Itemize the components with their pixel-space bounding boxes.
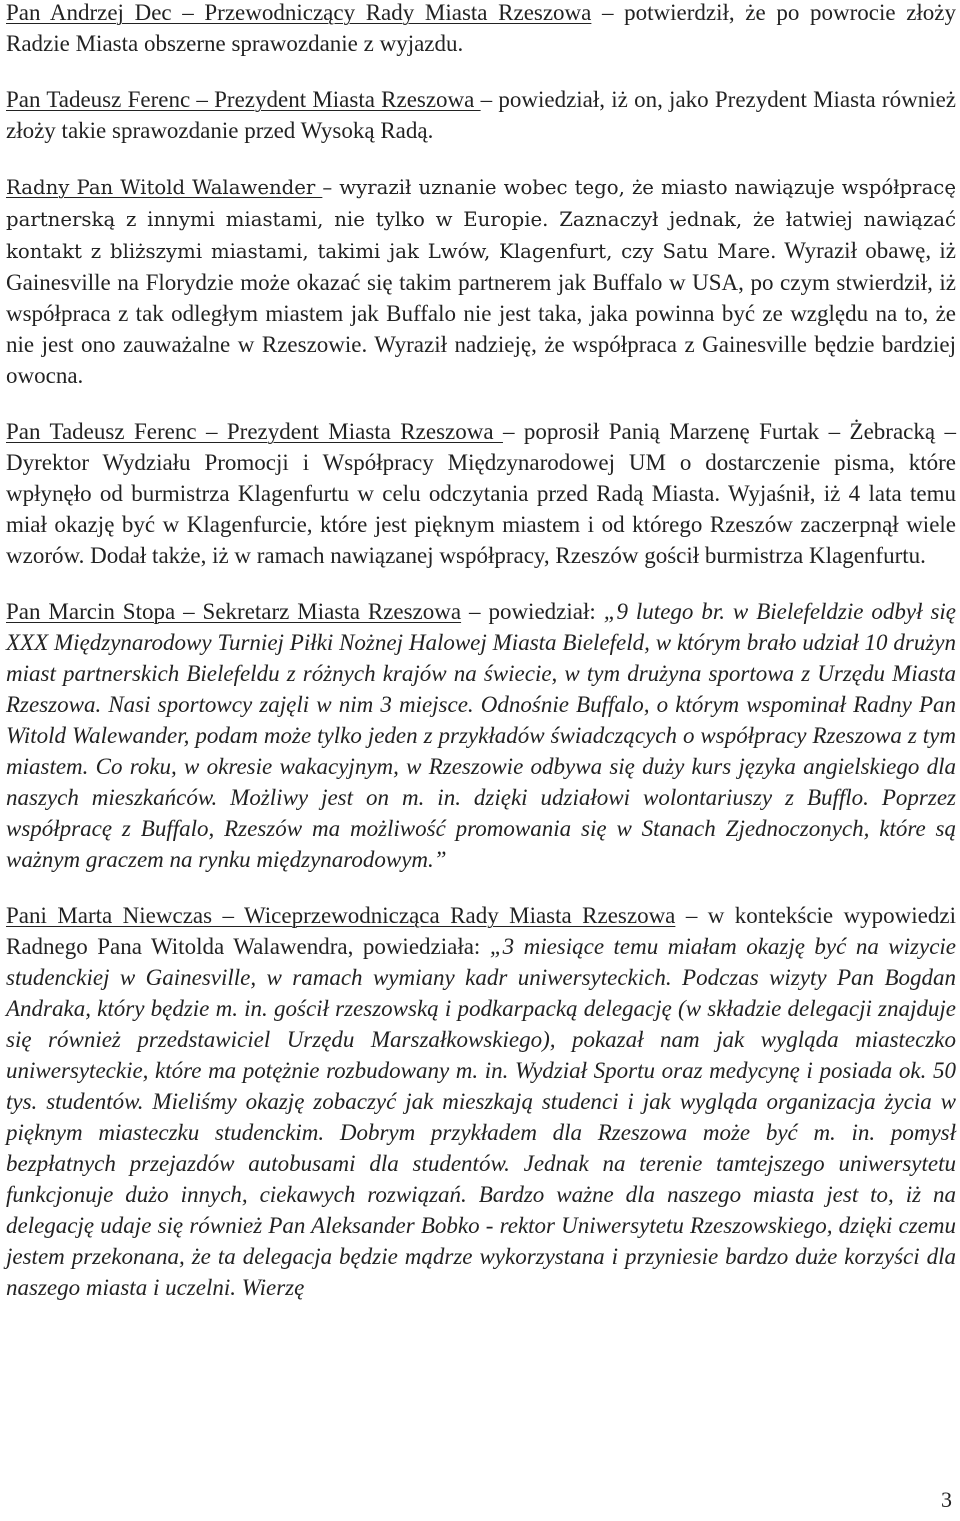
paragraph-ferenc-2 — [6, 416, 956, 571]
paragraph-text: – powiedział, iż on, jako Prezydent Miasta również złoży takie sprawozdanie przed Wysoką Radą. — [6, 87, 957, 143]
speaker-name: Pan Andrzej Dec – Przewodniczący Rady Miasta Rzeszowa — [6, 0, 592, 25]
speaker-name: Radny Pan Witold Walawender — [6, 176, 323, 199]
paragraph-stopa — [6, 596, 956, 875]
document-body — [6, 0, 956, 1328]
speaker-name: Pan Tadeusz Ferenc – Prezydent Miasta Rzeszowa — [6, 87, 481, 112]
quoted-statement: „9 lutego br. w Bielefeldzie odbył się XXX Międzynarodowy Turniej Piłki Nożnej Halowej Miasta Bielefeld, w którym brało udział 10 drużyn miast partnerskich Bielefeldu z różnych krajów na świecie, w tym drużyna sportowa z Urzędu Miasta Rzeszowa. Nasi sportowcy zajęli w nim 3 miejsce. Odnośnie Buffalo, o którym wspominał Radny Pan Witold Walewander, podam może tylko jeden z przykładów świadczących o współpracy Rzeszowa z tym miastem. Co roku, w okresie wakacyjnym, w Rzeszowie odbywa się duży kurs języka angielskiego dla naszych mieszkańców. Możliwy jest on m. in. dzięki udziałowi wolontariuszy z Bufflo. Poprzez współpracę z Buffalo, Rzeszów ma możliwość promowania się w Stanach Zjednoczonych, które są ważnym graczem na rynku międzynarodowym.” — [6, 599, 956, 872]
paragraph-walawender — [6, 171, 956, 391]
paragraph-text: – wyraził uznanie wobec tego, że miasto nawiązuje współpracę partnerską z innymi miastami, nie tylko w Europie. Zaznaczył jednak, że łatwiej nawiązać kontakt z bliższymi miastami, takimi jak Lwów, Klagenfurt, czy Satu Mare. — [6, 176, 956, 263]
page-number: 3 — [941, 1487, 952, 1512]
paragraph-text: – poprosił Panią Marzenę Furtak – Żebracką – Dyrektor Wydziału Promocji i Współpracy Międzynarodowej UM o dostarczenie pisma, które wpłynęło od burmistrza Klagenfurtu w celu odczytania przed Radą Miasta. Wyjaśnił, iż 4 lata temu miał okazję być w Klagenfurcie, które jest pięknym miastem i od którego Rzeszów zaczerpnął wiele wzorów. Dodał także, iż w ramach nawiązanej współpracy, Rzeszów gościł burmistrza Klagenfurtu. — [6, 419, 957, 568]
speaker-name: Pan Marcin Stopa – Sekretarz Miasta Rzeszowa — [6, 599, 462, 624]
paragraph-dec — [6, 0, 956, 59]
paragraph-ferenc-1 — [6, 84, 956, 146]
paragraph-text: – powiedział: — [461, 599, 604, 624]
paragraph-text: – w kontekście wypowiedzi Radnego Pana Witolda Walawendra, powiedziała: — [6, 903, 956, 959]
speaker-name: Pan Tadeusz Ferenc – Prezydent Miasta Rzeszowa — [6, 419, 503, 444]
paragraph-niewczas — [6, 900, 956, 1303]
paragraph-text: – potwierdził, że po powrocie złoży Radzie Miasta obszerne sprawozdanie z wyjazdu. — [6, 0, 957, 56]
speaker-name: Pani Marta Niewczas – Wiceprzewodnicząca Rady Miasta Rzeszowa — [6, 903, 676, 928]
paragraph-text-continued: Wyraził obawę, iż Gainesville na Florydzie może okazać się takim partnerem jak Buffalo w USA, po czym stwierdził, iż współpraca z tak odległym miastem jak Buffalo nie jest taka, jaka powinna być ze względu na to, że nie jest ono zauważalne w Rzeszowie. Wyraził nadzieję, że współpraca z Gainesville będzie bardziej owocna. — [6, 238, 956, 388]
quoted-statement: „3 miesiące temu miałam okazję być na wizycie studenckiej w Gainesville, w ramach wymiany kadr uniwersyteckich. Podczas wizyty Pan Bogdan Andraka, który będzie m. in. gościł rzeszowską i podkarpacką delegację (w składzie delegacji znajduje się również przedstawiciel Urzędu Marszałkowskiego), pokazał nam jak wygląda miasteczko uniwersyteckie, które ma potężnie rozbudowany m. in. Wydział Sportu oraz medycynę i posiada ok. 50 tys. studentów. Mieliśmy okazję zobaczyć jak mieszkają studenci i jak wygląda organizacja życia w pięknym miasteczku studenckim. Dobrym przykładem dla Rzeszowa może być m. in. pomysł bezpłatnych przejazdów autobusami dla studentów. Jednak na terenie tamtejszego uniwersytetu funkcjonuje dużo innych, ciekawych rozwiązań. Bardzo ważne dla naszego miasta jest to, iż na delegację udaje się również Pan Aleksander Bobko - rektor Uniwersytetu Rzeszowskiego, dzięki czemu jestem przekonana, że ta delegacja będzie mądrze wykorzystana i przyniesie bardzo duże korzyści dla naszego miasta i uczelni. Wierzę — [6, 934, 956, 1300]
